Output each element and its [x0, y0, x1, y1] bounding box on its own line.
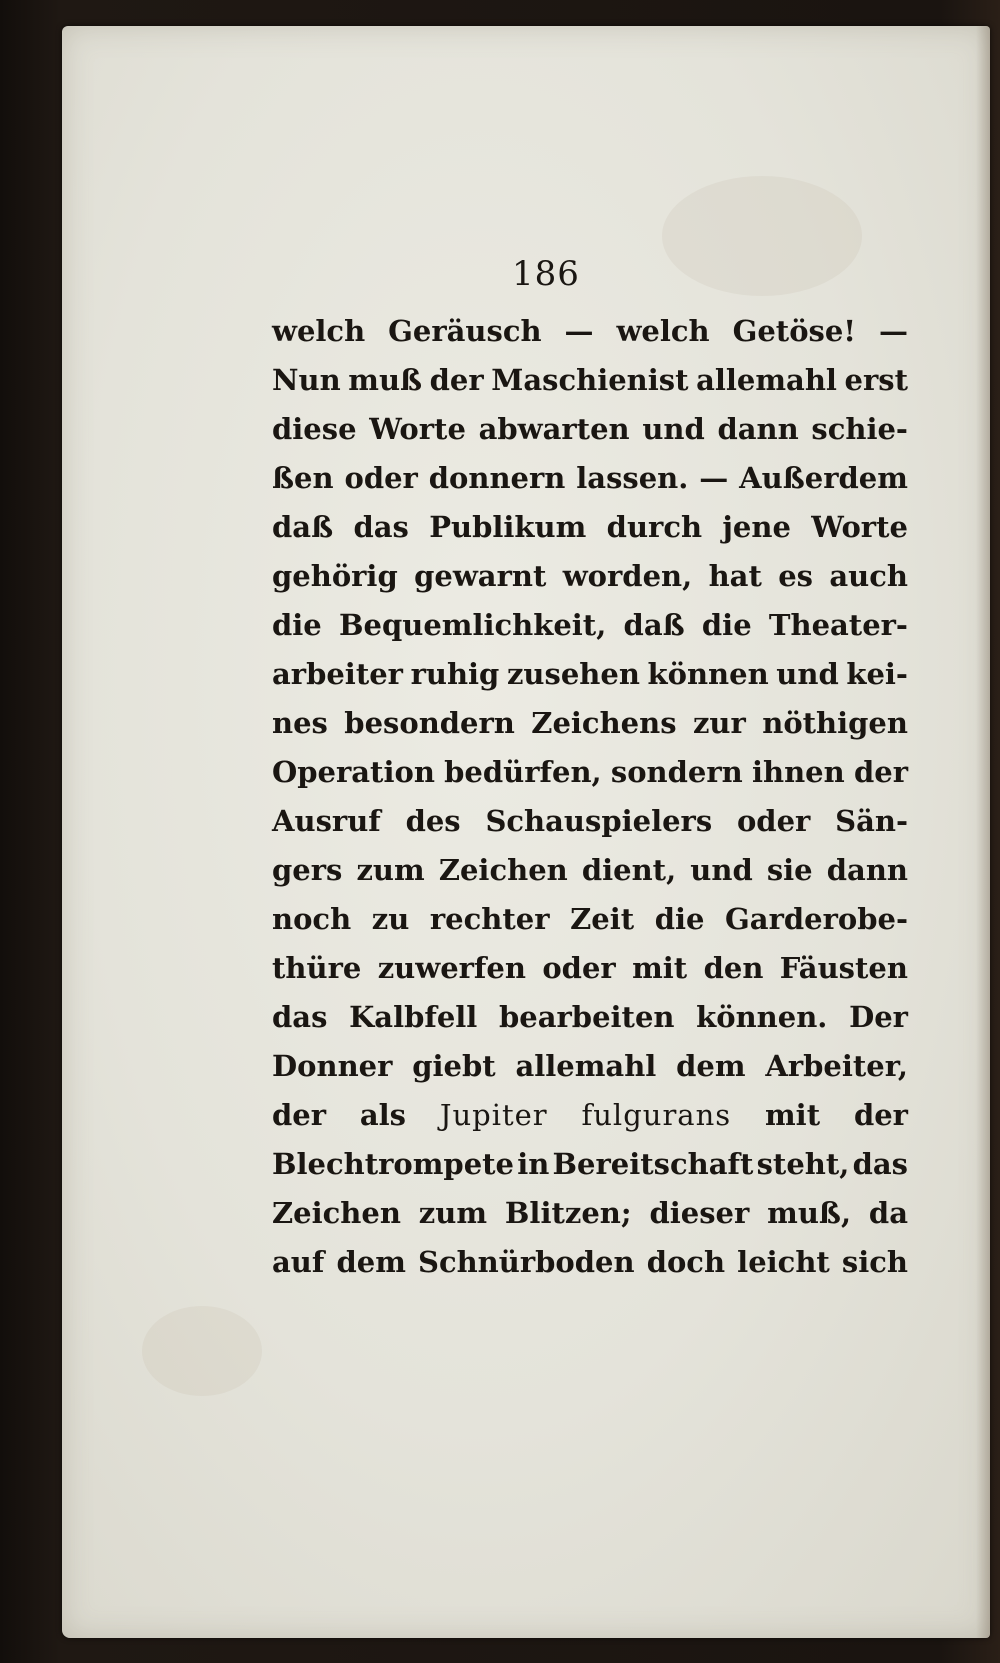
text-line — [272, 1196, 908, 1245]
word: die — [654, 902, 705, 936]
page-number: 186 — [512, 254, 580, 294]
word: durch — [606, 510, 703, 544]
word: Schauspielers — [485, 804, 713, 838]
word: arbeiter — [272, 657, 403, 691]
word: in — [517, 1147, 550, 1181]
word: mit — [765, 1098, 821, 1132]
word: da — [868, 1196, 908, 1230]
text-line — [272, 853, 908, 902]
word: Worte — [811, 510, 908, 544]
word: nöthigen — [762, 706, 908, 740]
word: Geräusch — [388, 314, 542, 348]
word: Zeichens — [531, 706, 677, 740]
text-line — [272, 363, 908, 412]
word: Außerdem — [739, 461, 908, 495]
text-line — [272, 1000, 908, 1049]
word: oder — [344, 461, 418, 495]
word: worden, — [562, 559, 693, 593]
text-line — [272, 902, 908, 951]
word: auch — [829, 559, 908, 593]
word: steht, — [756, 1147, 850, 1181]
word: abwarten — [478, 412, 630, 446]
word: zur — [692, 706, 746, 740]
word: der — [429, 363, 484, 397]
word: Getöse! — [732, 314, 857, 348]
word: und — [690, 853, 753, 887]
word: es — [778, 559, 813, 593]
word: Sän- — [835, 804, 908, 838]
word: Schnürboden — [418, 1245, 635, 1279]
word: oder — [542, 951, 616, 985]
word: Der — [849, 1000, 908, 1034]
word: Maschienist — [491, 363, 689, 397]
book-page — [62, 26, 990, 1638]
word: Operation — [272, 755, 435, 789]
text-line — [272, 510, 908, 559]
word: Bereitschaft — [552, 1147, 754, 1181]
word: dem — [676, 1049, 746, 1083]
word: allemahl — [696, 363, 837, 397]
word: fulgurans — [581, 1098, 732, 1132]
word: bearbeiten — [499, 1000, 675, 1034]
word: — — [564, 314, 594, 348]
word: gers — [272, 853, 343, 887]
word: rechter — [429, 902, 550, 936]
text-line — [272, 1049, 908, 1098]
text-line — [272, 461, 908, 510]
word: Jupiter — [439, 1098, 548, 1132]
word: und — [776, 657, 839, 691]
word: dann — [717, 412, 799, 446]
word: dem — [336, 1245, 406, 1279]
word: daß — [272, 510, 334, 544]
word: diese — [272, 412, 357, 446]
word: allemahl — [515, 1049, 657, 1083]
text-line — [272, 608, 908, 657]
word: doch — [646, 1245, 726, 1279]
word: ruhig — [410, 657, 500, 691]
word: Zeit — [570, 902, 635, 936]
word: bedürfen, — [444, 755, 602, 789]
word: Fäusten — [779, 951, 908, 985]
text-line — [272, 314, 908, 363]
word: daß — [623, 608, 685, 642]
word: die — [272, 608, 322, 642]
text-line — [272, 1245, 908, 1294]
word: gehörig — [272, 559, 398, 593]
text-line — [272, 951, 908, 1000]
body-text — [272, 314, 908, 1294]
word: donnern — [428, 461, 566, 495]
word: den — [703, 951, 764, 985]
word: Bequemlichkeit, — [339, 608, 607, 642]
word: Theater- — [768, 608, 908, 642]
word: — — [878, 314, 908, 348]
word: oder — [736, 804, 811, 838]
word: zum — [356, 853, 425, 887]
paper-stain — [142, 1306, 262, 1396]
word: können. — [696, 1000, 828, 1034]
word: das — [353, 510, 409, 544]
word: hat — [708, 559, 762, 593]
word: dieser — [649, 1196, 750, 1230]
word: ßen — [272, 461, 334, 495]
word: mit — [632, 951, 688, 985]
word: können — [647, 657, 769, 691]
word: dient, — [581, 853, 677, 887]
word: Worte — [369, 412, 466, 446]
word: Arbeiter, — [765, 1049, 908, 1083]
word: zu — [371, 902, 410, 936]
word: — — [699, 461, 729, 495]
word: sondern — [610, 755, 743, 789]
word: zusehen — [506, 657, 640, 691]
word: noch — [272, 902, 352, 936]
word: Ausruf — [272, 804, 381, 838]
word: des — [405, 804, 461, 838]
word: jene — [722, 510, 791, 544]
word: Zeichen — [272, 1196, 401, 1230]
word: ihnen — [752, 755, 845, 789]
word: der — [853, 755, 908, 789]
word: der — [853, 1098, 908, 1132]
word: nes — [272, 706, 328, 740]
word: als — [359, 1098, 406, 1132]
word: das — [852, 1147, 908, 1181]
word: das — [272, 1000, 328, 1034]
word: lassen. — [576, 461, 689, 495]
word: muß, — [767, 1196, 852, 1230]
word: erst — [844, 363, 908, 397]
word: Publikum — [429, 510, 587, 544]
text-line — [272, 804, 908, 853]
word: Donner — [272, 1049, 393, 1083]
word: Kalbfell — [349, 1000, 478, 1034]
word: schie- — [811, 412, 908, 446]
text-line — [272, 412, 908, 461]
word: leicht — [737, 1245, 830, 1279]
word: welch — [272, 314, 366, 348]
word: muß — [348, 363, 423, 397]
word: sich — [841, 1245, 908, 1279]
word: die — [701, 608, 752, 642]
word: gewarnt — [414, 559, 547, 593]
word: der — [272, 1098, 327, 1132]
word: thüre — [272, 951, 362, 985]
word: Nun — [272, 363, 341, 397]
text-line — [272, 755, 908, 804]
word: dann — [826, 853, 908, 887]
word: Zeichen — [438, 853, 568, 887]
text-line — [272, 706, 908, 755]
word: Blitzen; — [504, 1196, 632, 1230]
word: Blechtrompete — [272, 1147, 514, 1181]
word: zuwerfen — [377, 951, 526, 985]
text-line — [272, 1098, 908, 1147]
word: zum — [418, 1196, 488, 1230]
word: Garderobe- — [725, 902, 908, 936]
word: und — [642, 412, 705, 446]
text-line — [272, 657, 908, 706]
word: giebt — [412, 1049, 496, 1083]
text-line — [272, 1147, 908, 1196]
word: kei- — [846, 657, 908, 691]
word: besondern — [344, 706, 515, 740]
word: auf — [272, 1245, 325, 1279]
word: welch — [616, 314, 710, 348]
word: sie — [766, 853, 813, 887]
text-line — [272, 559, 908, 608]
